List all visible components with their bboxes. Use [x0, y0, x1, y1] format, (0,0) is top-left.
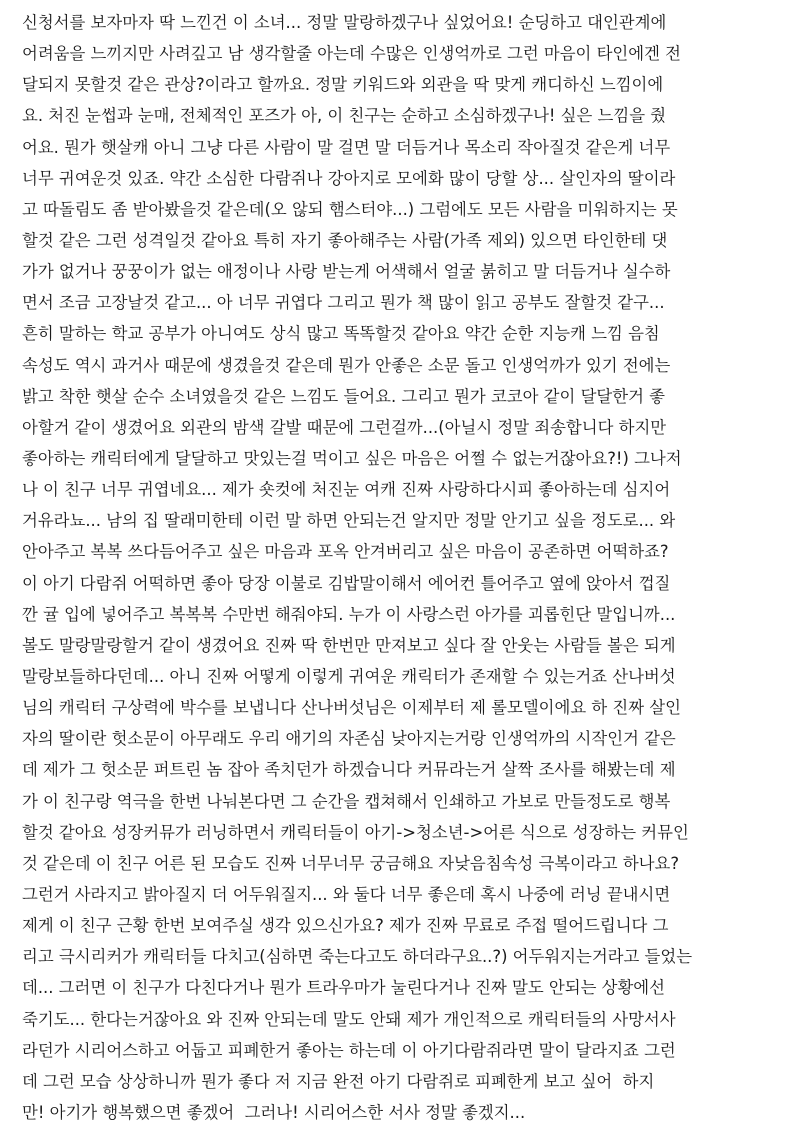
text-line-14: 아할거 같이 생겼어요 외관의 밤색 갈발 때문에 그런걸까...(아닐시 정말 죄송합니다 하지만	[22, 417, 667, 437]
text-line-27: 할것 같아요 성장커뮤가 러닝하면서 캐릭터들이 아기->청소년->어른 식으로 성장하는 커뮤인	[22, 822, 689, 842]
text-line-4: 요. 처진 눈썹과 눈매, 전체적인 포즈가 아, 이 친구는 순하고 소심하겠구나! 싶은 느낌을 줬	[22, 106, 667, 126]
text-line-31: 리고 극시리커가 캐릭터들 다치고(심하면 죽는다고도 하더라구요..?) 어두워지는거라고 들었는	[22, 947, 693, 967]
document-body	[22, 7, 782, 1128]
text-line-18: 안아주고 복복 쓰다듬어주고 싶은 마음과 포옥 안겨버리고 싶은 마음이 공존하면 어떡하죠?	[22, 542, 669, 562]
text-line-32: 데... 그러면 이 친구가 다친다거나 뭔가 트라우마가 눌린다거나 진짜 말도 안되는 상황에선	[22, 978, 665, 998]
text-line-16: 나 이 친구 너무 귀엽네요... 제가 숏컷에 처진눈 여캐 진짜 사랑하다시피 좋아하는데 심지어	[22, 480, 671, 500]
text-line-1: 신청서를 보자마자 딱 느낀건 이 소녀... 정말 말랑하겠구나 싶었어요! 순딩하고 대인관계에	[22, 13, 667, 32]
text-line-25: 데 제가 그 헛소문 퍼트린 놈 잡아 족치던가 하겠습니다 커뮤라는거 살짝 조사를 해봤는데 제	[22, 760, 676, 780]
text-line-36: 만! 아기가 행복했으면 좋겠어 그러나! 시리어스한 서사 정말 좋겠지...	[22, 1102, 526, 1122]
text-line-2: 어려움을 느끼지만 사려깊고 남 생각할줄 아는데 수많은 인생억까로 그런 마음이 타인에겐 전	[22, 44, 681, 64]
text-line-7: 고 따돌림도 좀 받아봤을것 같은데(오 않되 햄스터야...) 그럼에도 모든 사람을 미워하지는 못	[22, 199, 678, 219]
text-line-11: 흔히 말하는 학교 공부가 아니여도 상식 많고 똑똑할것 같아요 약간 순한 지능캐 느낌 음침	[22, 324, 660, 344]
text-line-12: 속성도 역시 과거사 때문에 생겼을것 같은데 뭔가 안좋은 소문 돌고 인생억까가 있기 전에는	[22, 355, 671, 375]
text-line-29: 그런거 사라지고 밝아질지 더 어두워질지... 와 둘다 너무 좋은데 혹시 나중에 러닝 끝내시면	[22, 884, 671, 904]
text-line-35: 데 그런 모습 상상하니까 뭔가 좋다 저 지금 완전 아기 다람쥐로 피폐한게 보고 싶어 하지	[22, 1071, 655, 1091]
text-line-9: 가가 없거나 꿍꿍이가 없는 애정이나 사랑 받는게 어색해서 얼굴 붉히고 말 더듬거나 실수하	[22, 262, 671, 282]
text-line-5: 어요. 뭔가 햇살캐 아니 그냥 다른 사람이 말 걸면 말 더듬거나 목소리 작아질것 같은게 너무	[22, 137, 671, 157]
text-line-23: 님의 캐릭터 구상력에 박수를 보냅니다 산나버섯님은 이제부터 제 롤모델이에요 하 진짜 살인	[22, 698, 681, 718]
text-line-21: 볼도 말랑말랑할거 같이 생겼어요 진짜 딱 한번만 만져보고 싶다 잘 안웃는 사람들 볼은 되게	[22, 635, 676, 655]
text-line-6: 너무 귀여운것 있죠. 약간 소심한 다람쥐나 강아지로 모에화 많이 당할 상... 살인자의 딸이라	[22, 168, 676, 188]
text-line-34: 라던가 시리어스하고 어둡고 피폐한거 좋아는 하는데 이 아기다람쥐라면 말이 달라지죠 그런	[22, 1040, 676, 1060]
text-line-24: 자의 딸이란 헛소문이 아무래도 우리 애기의 자존심 낮아지는거랑 인생억까의 시작인거 같은	[22, 729, 676, 749]
text-line-15: 좋아하는 캐릭터에게 달달하고 맛있는걸 먹이고 싶은 마음은 어쩔 수 없는거잖아요?!) 그나저	[22, 448, 682, 468]
text-line-19: 이 아기 다람쥐 어떡하면 좋아 당장 이불로 김밥말이해서 에어컨 틀어주고 옆에 앉아서 껍질	[22, 573, 671, 593]
text-line-33: 죽기도... 한다는거잖아요 와 진짜 안되는데 말도 안돼 제가 개인적으로 캐릭터들의 사망서사	[22, 1009, 676, 1029]
text-line-3: 달되지 못할것 같은 관상?이라고 할까요. 정말 키워드와 외관을 딱 맞게 캐디하신 느낌이에	[22, 75, 664, 95]
text-line-28: 것 같은데 이 친구 어른 된 모습도 진짜 너무너무 궁금해요 자낮음침속성 극복이라고 하나요?	[22, 853, 680, 873]
text-line-26: 가 이 친구랑 역극을 한번 나눠본다면 그 순간을 캡쳐해서 인쇄하고 가보로 만들정도로 행복	[22, 791, 671, 811]
text-line-13: 밝고 착한 햇살 순수 소녀였을것 같은 느낌도 들어요. 그리고 뭔가 코코아 같이 달달한거 좋	[22, 386, 665, 406]
text-line-10: 면서 조금 고장날것 같고... 아 너무 귀엽다 그리고 뭔가 책 많이 읽고 공부도 잘할것 같구...	[22, 293, 665, 313]
text-line-20: 깐 귤 입에 넣어주고 복복복 수만번 해줘야되. 누가 이 사랑스런 아가를 괴롭힌단 말입니까...	[22, 604, 676, 624]
text-line-17: 거유라뇨... 남의 집 딸래미한테 이런 말 하면 안되는건 알지만 정말 안기고 싶을 정도로... 와	[22, 511, 676, 531]
text-line-30: 제게 이 친구 근황 한번 보여주실 생각 있으신가요? 제가 진짜 무료로 주접 떨어드립니다 그	[22, 916, 669, 936]
text-line-22: 말랑보들하다던데... 아니 진짜 어떻게 이렇게 귀여운 캐릭터가 존재할 수 있는거죠 산나버섯	[22, 666, 676, 686]
text-line-8: 할것 같은 그런 성격일것 같아요 특히 자기 좋아해주는 사람(가족 제외) 있으면 타인한테 댓	[22, 230, 668, 250]
